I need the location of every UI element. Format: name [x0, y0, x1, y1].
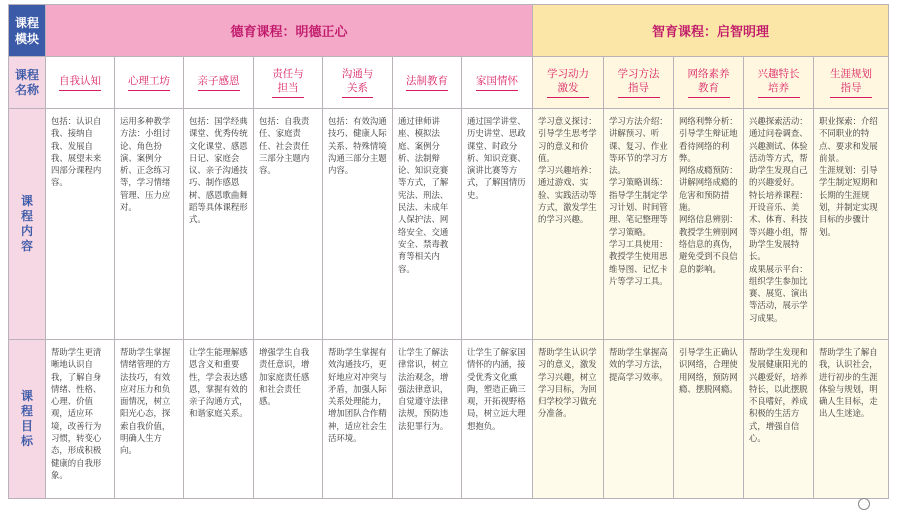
- row-label-course-name: 课程 名称: [9, 57, 46, 109]
- course-name-line: 沟通与: [341, 68, 374, 80]
- course-content-text: 网络利弊分析：引导学生辩证地看待网络的利弊。: [679, 116, 738, 163]
- course-name-line: 生涯规划: [830, 68, 873, 80]
- course-goal-cell: [184, 340, 254, 499]
- course-name: [272, 67, 304, 98]
- course-name-line: 法制教育: [406, 75, 448, 87]
- course-content-cell: [814, 109, 889, 340]
- course-goal-cell: [393, 340, 462, 499]
- course-name: [59, 74, 101, 91]
- course-content-text: 网络信息辨别：教授学生辨别网络信息的真伪，避免受到不良信息的影响。: [679, 214, 738, 274]
- course-content-cell: [393, 109, 462, 340]
- course-goal-text: 帮助学生掌握高效的学习方法，提高学习效率。: [609, 347, 668, 382]
- course-content-text: 学习方法介绍：讲解预习、听课、复习、作业等环节的学习方法。: [609, 116, 668, 176]
- course-name-cell: [323, 57, 393, 109]
- course-name: [342, 67, 374, 98]
- course-name-line: 指导: [840, 82, 862, 94]
- course-name: [758, 67, 800, 98]
- course-name-line: 学习动力: [547, 68, 589, 80]
- row-label-course-goal: 课 程 目 标: [9, 340, 46, 499]
- course-goal-cell: [533, 340, 604, 499]
- course-name: [547, 67, 589, 98]
- course-name: [476, 74, 518, 91]
- course-name-cell: [254, 57, 323, 109]
- course-name-cell: [115, 57, 184, 109]
- course-content-text: 网络成瘾预防：讲解网络成瘾的危害和预防措施。: [679, 165, 738, 213]
- course-name-cell: [46, 57, 115, 109]
- course-content-text: 通过律师讲座、模拟法庭、案例分析、法制辩论、知识竞赛等方式，了解宪法、刑法、民法、未成年人保护法、网络安全、交通安全、禁毒教育等相关内容。: [398, 116, 449, 274]
- course-goal-cell: [604, 340, 674, 499]
- course-name: [406, 74, 448, 91]
- course-content-text: 包括：有效沟通技巧、健康人际关系、特殊情境沟通三部分主题内容。: [328, 116, 387, 176]
- course-goal-text: 让学生了解法律常识，树立法治观念，增强法律意识，自觉遵守法律法规，预防违法犯罪行为。: [398, 347, 449, 431]
- course-name: [688, 67, 730, 98]
- course-content-text: 学习意义探讨：引导学生思考学习的意义和价值。: [538, 116, 597, 163]
- course-content-text: 运用多种教学方法：小组讨论、角色扮演、案例分析、正念练习等，学习情绪管理、压力应对。: [120, 116, 171, 213]
- course-content-cell: [254, 109, 323, 340]
- course-goal-text: 让学生能理解感恩含义和重要性，学会表达感恩，掌握有效的亲子沟通方式，和谐家庭关系。: [189, 347, 248, 419]
- course-content-text: 包括：认识自我、接纳自我、发展自我、展望未来四部分课程内容。: [51, 116, 102, 188]
- corner-module-header: 课程 模块: [9, 5, 46, 57]
- course-goal-cell: [814, 340, 889, 499]
- course-goal-row: [9, 340, 889, 499]
- course-content-text: 包括：国学经典课堂、优秀传统文化课堂、感恩日记、家庭会议、亲子沟通技巧、制作感恩树、感恩歌曲舞蹈等具体课程形式。: [189, 116, 248, 225]
- course-goal-cell: [115, 340, 184, 499]
- course-name-line: 自我认知: [59, 75, 101, 87]
- course-goal-text: 引导学生正确认识网络，合理使用网络，预防网瘾、摆脱网瘾。: [679, 347, 738, 394]
- course-goal-cell: [323, 340, 393, 499]
- course-content-cell: [184, 109, 254, 340]
- course-content-text: 通过国学讲堂、历史讲堂、思政课堂、时政分析、知识竞赛、演讲比赛等方式，了解国情历史。: [467, 116, 526, 200]
- course-content-cell: [462, 109, 533, 340]
- course-name-line: 教育: [698, 82, 719, 94]
- course-content-text: 职业探索：介绍不同职业的特点、要求和发展前景。: [819, 116, 878, 163]
- course-content-cell: [46, 109, 115, 340]
- course-goal-text: 让学生了解家国情怀的内涵，接受优秀文化熏陶，塑造正确三观，开拓视野格局，树立远大理想抱负。: [467, 347, 526, 431]
- course-name-cell: [814, 57, 889, 109]
- course-name-cell: [744, 57, 814, 109]
- page-marker-icon: [858, 498, 870, 510]
- course-content-cell: [674, 109, 744, 340]
- course-content-cell: [744, 109, 814, 340]
- course-name-line: 担当: [277, 82, 299, 94]
- course-name-line: 关系: [347, 82, 368, 94]
- course-goal-text: 帮助学生了解自我，认识社会，进行初步的生涯体验与规划，明确人生目标，走出人生迷途。: [819, 347, 878, 419]
- course-name-cell: [674, 57, 744, 109]
- course-goal-cell: [46, 340, 115, 499]
- course-content-cell: [604, 109, 674, 340]
- course-name-line: 亲子感恩: [197, 75, 240, 87]
- course-name-line: 兴趣特长: [757, 68, 800, 80]
- course-name: [128, 74, 170, 91]
- course-name-line: 责任与: [272, 68, 304, 80]
- course-goal-text: 帮助学生认识学习的意义，激发学习兴趣，树立学习目标，为回归学校学习做充分准备。: [538, 347, 597, 419]
- course-name-line: 指导: [628, 82, 649, 94]
- course-goal-text: 帮助学生更清晰地认识自我，了解自身情绪、性格、心理、价值观，适应环境，改善行为习惯，转变心态，形成积极健康的自我形象。: [51, 347, 102, 480]
- course-name-line: 心理工坊: [128, 75, 170, 87]
- course-goal-text: 增强学生自我责任意识，增加家庭责任感和社会责任感。: [259, 347, 310, 407]
- course-name-cell: [604, 57, 674, 109]
- moral-education-band: 德育课程：明德正心: [46, 5, 533, 57]
- course-name-line: 网络素养: [687, 68, 730, 80]
- course-content-text: 生涯规划：引导学生制定短期和长期的生涯规划，并制定实现目标的步骤计划。: [819, 165, 878, 237]
- course-name: [198, 74, 240, 91]
- course-content-row: [9, 109, 889, 340]
- course-goal-cell: [744, 340, 814, 499]
- course-name-cell: [184, 57, 254, 109]
- course-content-text: 学习兴趣培养：通过游戏、实验、实践活动等方式，激发学生的学习兴趣。: [538, 165, 597, 225]
- course-table: [8, 4, 889, 499]
- course-content-text: 兴趣探索活动：通过问卷调查、兴趣测试、体验活动等方式，帮助学生发现自己的兴趣爱好。: [749, 116, 808, 188]
- course-name-cell: [533, 57, 604, 109]
- course-name-line: 家国情怀: [476, 75, 518, 87]
- course-goal-cell: [674, 340, 744, 499]
- course-goal-cell: [462, 340, 533, 499]
- row-label-course-content: 课 程 内 容: [9, 109, 46, 340]
- course-content-cell: [115, 109, 184, 340]
- course-content-text: 学习策略训练：指导学生制定学习计划、时间管理、笔记整理等学习策略。: [609, 177, 668, 237]
- course-goal-cell: [254, 340, 323, 499]
- course-name-line: 培养: [768, 82, 789, 94]
- course-name: [618, 67, 660, 98]
- course-name-line: 激发: [557, 82, 579, 94]
- module-row: [9, 5, 889, 57]
- course-content-text: 学习工具使用：教授学生使用思维导图、记忆卡片等学习工具。: [609, 238, 668, 286]
- course-content-cell: [533, 109, 604, 340]
- course-name-cell: [462, 57, 533, 109]
- course-content-cell: [323, 109, 393, 340]
- course-content-text: 成果展示平台：组织学生参加比赛、展览、演出等活动，展示学习成果。: [749, 263, 808, 323]
- course-content-text: 特长培养课程：开设音乐、美术、体育、科技等兴趣小组，帮助学生发展特长。: [749, 189, 808, 262]
- course-goal-text: 帮助学生发现和发展健康阳光的兴趣爱好，培养特长，以此摆脱不良嗜好，养成积极的生活方式，增强自信心。: [749, 347, 808, 444]
- intellectual-education-band: 智育课程：启智明理: [533, 5, 889, 57]
- course-goal-text: 帮助学生掌握情绪管理的方法技巧，有效应对压力和负面情况，树立阳光心态，探索自我价值，明确人生方向。: [120, 347, 171, 456]
- course-content-text: 包括：自我责任、家庭责任、社会责任三部分主题内容。: [259, 116, 310, 176]
- course-goal-text: 帮助学生掌握有效沟通技巧，更好地应对冲突与矛盾，加强人际关系处理能力，增加团队合作精神，适应社会生活环境。: [328, 347, 387, 444]
- course-name: [830, 67, 872, 98]
- course-name-cell: [393, 57, 462, 109]
- course-name-row: [9, 57, 889, 109]
- course-name-line: 学习方法: [617, 68, 660, 80]
